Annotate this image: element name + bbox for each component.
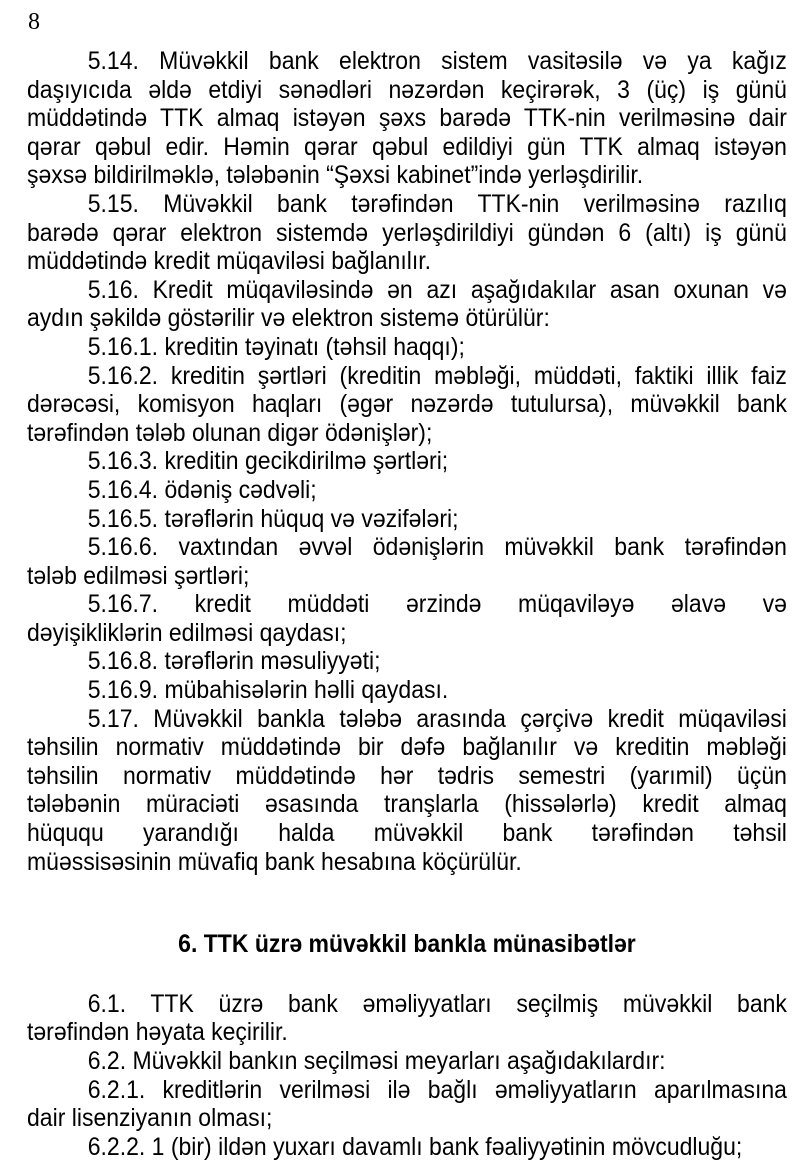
text-line: 5.16.8. tərəflərin məsuliyyəti; (87, 647, 381, 676)
text-line: təhsilin normativ müddətində hər tədris semestri (yarımil) üçün (27, 761, 787, 790)
text-line: müəssisəsinin müvafiq bank hesabına köçürülür. (27, 847, 522, 876)
paragraph (27, 47, 787, 190)
paragraph (27, 447, 787, 476)
paragraph (27, 276, 787, 333)
text-line: 5.16.7. kredit müddəti ərzində müqaviləyə əlavə və (87, 590, 787, 619)
text-line: 5.16.4. ödəniş cədvəli; (87, 475, 317, 504)
section-heading (27, 930, 787, 959)
paragraph (27, 705, 787, 877)
paragraph (27, 1133, 787, 1162)
text-line: 5.16.9. mübahisələrin həlli qaydası. (87, 676, 449, 705)
text-line: 6. TTK üzrə müvəkkil bankla münasibətlər (178, 930, 636, 959)
text-line: müddətində TTK almaq istəyən şəxs barədə TTK-nin verilməsinə dair (27, 104, 787, 133)
document-body (27, 47, 787, 1161)
paragraph (27, 476, 787, 505)
text-line: 5.17. Müvəkkil bankla tələbə arasında çərçivə kredit müqaviləsi (87, 704, 787, 733)
text-line: barədə qərar elektron sistemdə yerləşdirildiyi gündən 6 (altı) iş günü (27, 218, 787, 247)
text-line: dərəcəsi, komisyon haqları (əgər nəzərdə tutulursa), müvəkkil bank (27, 390, 787, 419)
text-line: dəyişikliklərin edilməsi qaydası; (27, 618, 347, 647)
text-line: 5.16.5. tərəflərin hüquq və vəzifələri; (87, 504, 459, 533)
text-line: 5.14. Müvəkkil bank elektron sistem vasitəsilə və ya kağız (87, 47, 787, 75)
text-line: 5.16.6. vaxtından əvvəl ödənişlərin müvəkkil bank tərəfindən (87, 533, 787, 562)
text-line: şəxsə bildirilməklə, tələbənin “Şəxsi kabinet”ində yerləşdirilir. (27, 161, 644, 190)
paragraph (27, 362, 787, 448)
text-line: tələbənin müraciəti əsasında tranşlarla (hissələrlə) kredit almaq (27, 790, 787, 819)
text-line: 6.2. Müvəkkil bankın seçilməsi meyarları aşağıdakılardır: (87, 1047, 666, 1075)
text-line: 5.16.3. kreditin gecikdirilmə şərtləri; (87, 447, 449, 476)
text-line: 5.16.1. kreditin təyinatı (təhsil haqqı); (87, 332, 465, 361)
text-line: müddətində kredit müqaviləsi bağlanılır. (27, 247, 432, 276)
paragraph (27, 190, 787, 276)
page-number: 8 (28, 9, 40, 35)
paragraph (27, 533, 787, 590)
text-line: 6.2.1. kreditlərin verilməsi ilə bağlı əməliyyatların aparılmasına (87, 1075, 787, 1104)
text-line: aydın şəkildə göstərilir və elektron sistemə ötürülür: (27, 304, 550, 333)
text-line: tərəfindən tələb olunan digər ödənişlər); (27, 418, 433, 447)
text-line: təhsilin normativ müddətində bir dəfə bağlanılır və kreditin məbləği (27, 733, 787, 762)
text-line: 5.15. Müvəkkil bank tərəfindən TTK-nin verilməsinə razılıq (87, 189, 787, 218)
text-line: 6.1. TTK üzrə bank əməliyyatları seçilmiş müvəkkil bank (87, 989, 787, 1018)
text-line: 6.2.2. 1 (bir) ildən yuxarı davamlı bank fəaliyyətinin mövcudluğu; (87, 1132, 743, 1161)
paragraph (27, 505, 787, 534)
paragraph (27, 333, 787, 362)
paragraph (27, 647, 787, 676)
text-line: tərəfindən həyata keçirilir. (27, 1018, 288, 1047)
text-line: tələb edilməsi şərtləri; (27, 561, 250, 590)
paragraph (27, 990, 787, 1047)
text-line: 5.16.2. kreditin şərtləri (kreditin məbləği, müddəti, faktiki illik faiz (87, 361, 787, 390)
text-line: dair lisenziyanın olması; (27, 1104, 273, 1133)
text-line: daşıyıcıda əldə etdiyi sənədləri nəzərdən keçirərək, 3 (üç) iş günü (27, 75, 787, 104)
text-line: 5.16. Kredit müqaviləsində ən azı aşağıdakılar asan oxunan və (87, 275, 787, 304)
paragraph (27, 1076, 787, 1133)
paragraph (27, 1047, 787, 1076)
text-line: qərar qəbul edir. Həmin qərar qəbul edildiyi gün TTK almaq istəyən (27, 132, 787, 161)
paragraph (27, 676, 787, 705)
paragraph (27, 590, 787, 647)
text-line: hüququ yarandığı halda müvəkkil bank tərəfindən təhsil (27, 819, 787, 848)
